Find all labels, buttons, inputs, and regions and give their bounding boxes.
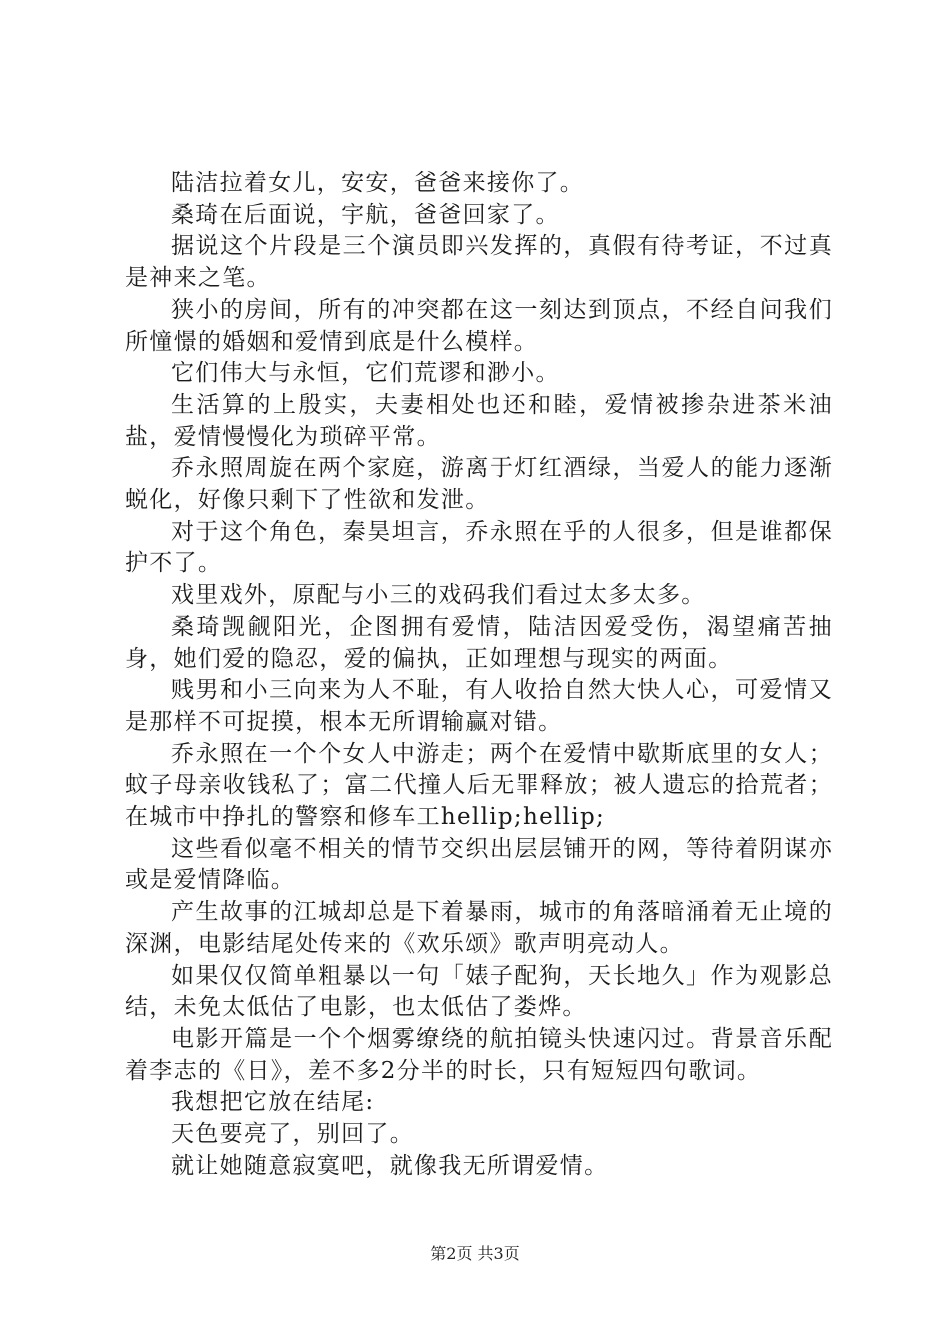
paragraph: 天色要亮了，别回了。 <box>171 1121 414 1148</box>
paragraph: 这些看似毫不相关的情节交织出层层铺开的网，等待着阴谋亦或是爱情降临。 <box>125 835 833 894</box>
paragraph: 如果仅仅简单粗暴以一句「婊子配狗，天长地久」作为观影总结，未免太低估了电影，也太低估了娄烨。 <box>125 962 833 1021</box>
paragraph: 陆洁拉着女儿，安安，爸爸来接你了。 <box>171 170 585 196</box>
paragraph: 我想把它放在结尾: <box>171 1089 375 1116</box>
paragraph: 生活算的上殷实，夫妻相处也还和睦，爱情被掺杂进茶米油盐，爱情慢慢化为琐碎平常。 <box>125 391 833 450</box>
paragraph: 戏里戏外，原配与小三的戏码我们看过太多太多。 <box>171 582 706 609</box>
paragraph: 贱男和小三向来为人不耻，有人收拾自然大快人心，可爱情又是那样不可捉摸，根本无所谓输赢对错。 <box>125 677 833 735</box>
page-number: 第2页 <box>430 1244 473 1263</box>
paragraph: 对于这个角色，秦昊坦言，乔永照在乎的人很多，但是谁都保护不了。 <box>125 518 833 577</box>
paragraph: 乔永照周旋在两个家庭，游离于灯红酒绿，当爱人的能力逐渐蜕化，好像只剩下了性欲和发泄。 <box>125 455 833 514</box>
page-footer <box>0 1243 950 1265</box>
paragraph: 狭小的房间，所有的冲突都在这一刻达到顶点，不经自问我们所憧憬的婚姻和爱情到底是什么模样。 <box>125 296 833 355</box>
paragraph: 桑琦在后面说，宇航，爸爸回家了。 <box>171 201 560 228</box>
paragraph: 桑琦觊觎阳光，企图拥有爱情，陆洁因爱受伤，渴望痛苦抽身，她们爱的隐忍，爱的偏执，正如理想与现实的两面。 <box>125 613 833 672</box>
paragraph: 就让她随意寂寞吧，就像我无所谓爱情。 <box>171 1152 609 1179</box>
paragraph: 产生故事的江城却总是下着暴雨，城市的角落暗涌着无止境的深渊，电影结尾处传来的《欢乐颂》歌声明亮动人。 <box>125 899 833 957</box>
document-body <box>125 168 833 1183</box>
paragraph: 电影开篇是一个个烟雾缭绕的航拍镜头快速闪过。背景音乐配着李志的《日》，差不多2分半的时长，只有短短四句歌词。 <box>125 1025 833 1084</box>
page-total: 共3页 <box>477 1244 520 1263</box>
paragraph: 据说这个片段是三个演员即兴发挥的，真假有待考证，不过真是神来之笔。 <box>125 233 833 292</box>
paragraph: 它们伟大与永恒，它们荒谬和渺小。 <box>171 360 560 387</box>
paragraph: 乔永照在一个个女人中游走；两个在爱情中歇斯底里的女人；蚊子母亲收钱私了；富二代撞人后无罪释放；被人遗忘的拾荒者；在城市中挣扎的警察和修车工hellip;hellip; <box>125 740 833 831</box>
